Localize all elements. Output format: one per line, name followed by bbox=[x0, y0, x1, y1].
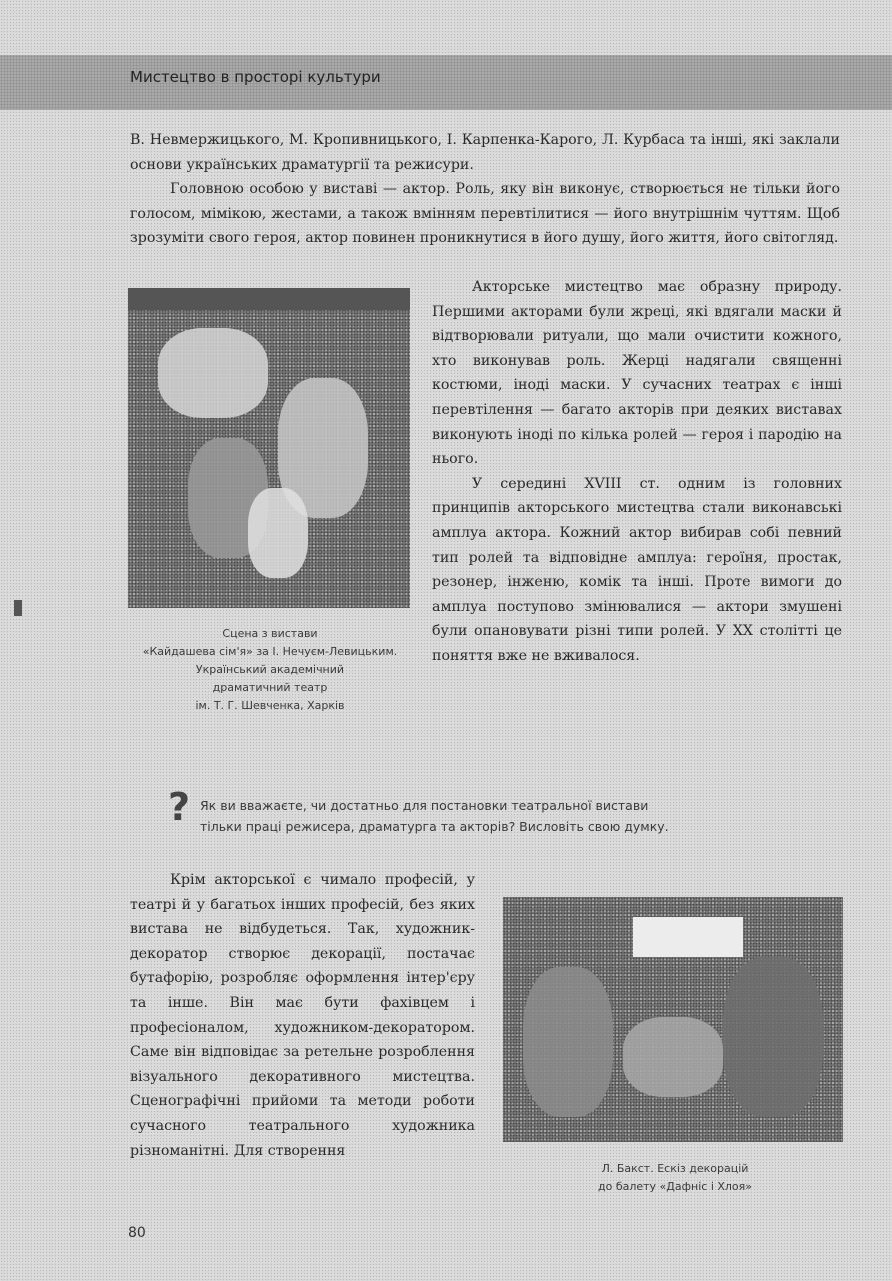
paragraph: У середині XVIII ст. одним із головних принципів акторського мистецтва стали виконавські амплуа актора. Кожний актор вибирав собі певний тип ролей та відповідне амплуа: героїня, простак, резонер, інженю, комік та інші. Проте вимоги до амплуа поступово змінювалися — актори змушені були опановувати різні типи ролей. У ХХ столітті це поняття вже не вживалося. bbox=[432, 475, 842, 664]
stage-design-sketch bbox=[503, 897, 843, 1142]
photo-caption-2 bbox=[540, 1160, 810, 1196]
question-text bbox=[200, 795, 840, 837]
question-line: Як ви вважаєте, чи достатньо для постановки театральної вистави bbox=[200, 798, 649, 813]
caption-line: Сцена з вистави bbox=[222, 627, 318, 640]
caption-line: драматичний театр bbox=[212, 681, 328, 694]
caption-line: Л. Бакст. Ескіз декорацій bbox=[601, 1162, 749, 1175]
section-title: Мистецтво в просторі культури bbox=[130, 68, 381, 86]
caption-line: ім. Т. Г. Шевченка, Харків bbox=[195, 699, 345, 712]
caption-line: «Кайдашева сім'я» за І. Нечуєм-Левицьким. bbox=[142, 645, 398, 658]
caption-line: Український академічний bbox=[195, 663, 345, 676]
section-header-band bbox=[0, 55, 892, 110]
paragraph: Головною особою у виставі — актор. Роль, яку він виконує, створюється не тільки його голосом, мімікою, жестами, а також вмінням перевтілитися — його внутрішнім чуттям. Щоб зрозуміти свого героя, актор повинен проникнутися в його душу, його життя, його світогляд. bbox=[130, 181, 840, 247]
margin-marker bbox=[14, 600, 22, 616]
right-text-block bbox=[432, 275, 842, 669]
question-mark-icon: ? bbox=[168, 785, 191, 829]
lower-text-block bbox=[130, 868, 475, 1163]
paragraph: В. Невмержицького, М. Кропивницького, І. Карпенка-Карого, Л. Курбаса та інші, які заклали основи українських драматургії та режисури. bbox=[130, 132, 840, 173]
question-line: тільки праці режисера, драматурга та акторів? Висловіть свою думку. bbox=[200, 819, 669, 834]
page-number: 80 bbox=[128, 1225, 146, 1241]
paragraph: Крім акторської є чимало професій, у театрі й у багатьох інших професій, без яких вистава не відбудеться. Так, художник-декоратор створює декорації, постачає бутафорію, розробляє оформлення інтер'єру та інше. Він має бути фахівцем і професіоналом, художником-декоратором. Саме він відповідає за ретельне розроблення візуального декоративного мистецтва. Сценографічні прийоми та методи роботи сучасного театрального художника різноманітні. Для створення bbox=[130, 872, 475, 1159]
theatre-scene-photo bbox=[128, 288, 410, 608]
caption-line: до балету «Дафніс і Хлоя» bbox=[597, 1180, 753, 1193]
photo-caption-1 bbox=[120, 625, 420, 715]
paragraph: Акторське мистецтво має образну природу. Першими акторами були жреці, які вдягали маски й відтворювали ритуали, що мали очистити кожного, хто виконував роль. Жерці надягали священні костюми, іноді маски. У сучасних театрах є інші перевтілення — багато акторів при деяких виставах виконують іноді по кілька ролей — героя і пародію на нього. bbox=[432, 279, 842, 468]
intro-text-block bbox=[130, 128, 840, 251]
